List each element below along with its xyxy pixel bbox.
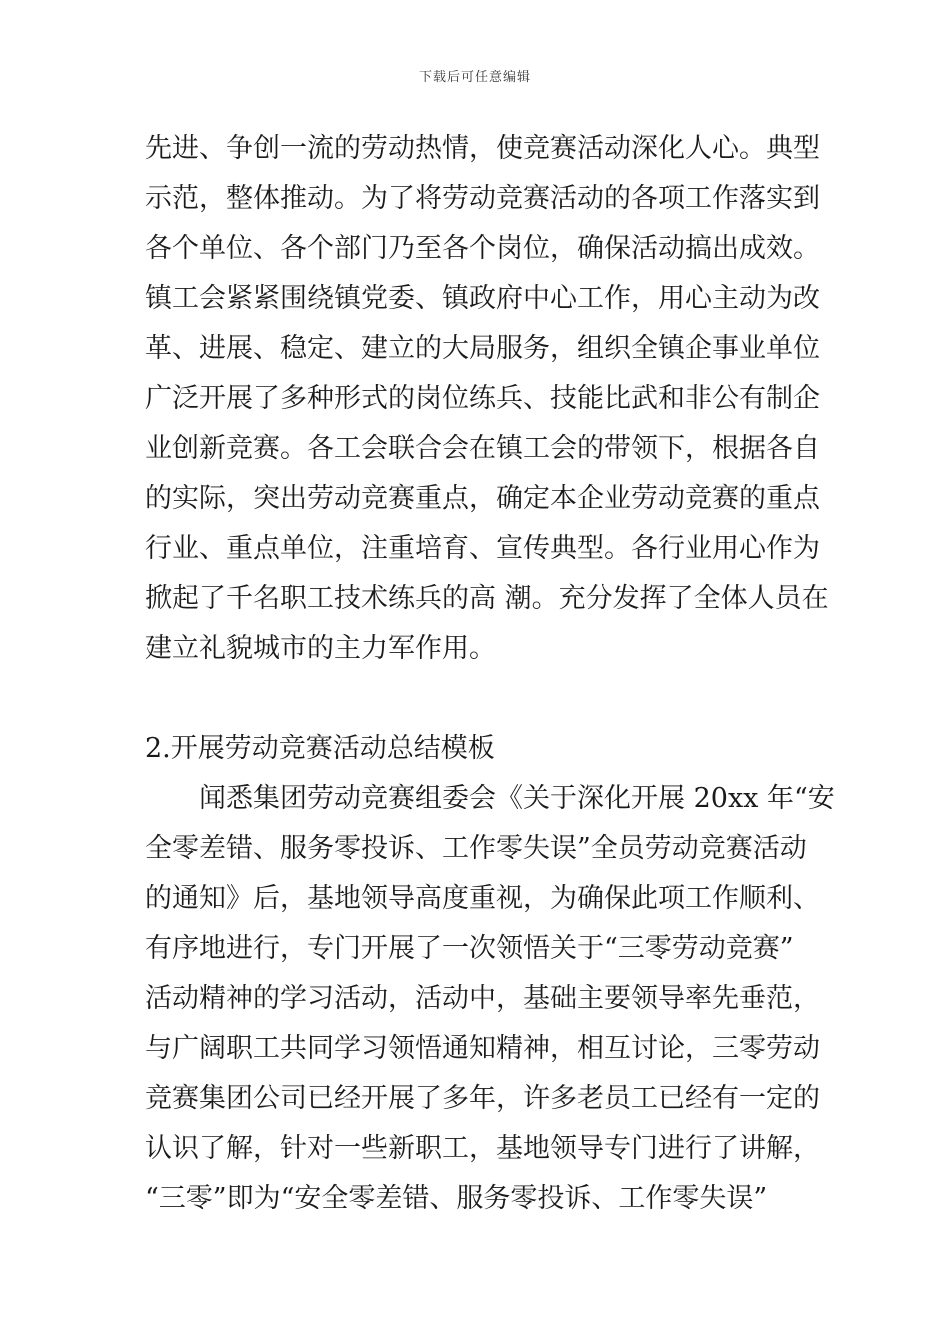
paragraph-line: 全零差错、服务零投诉、工作零失误”全员劳动竞赛活动 xyxy=(145,833,807,864)
paragraph-line: 闻悉集团劳动竞赛组委会《关于深化开展 20xx 年“安 xyxy=(199,783,835,814)
section-heading: 2.开展劳动竞赛活动总结模板 xyxy=(145,733,495,764)
paragraph-line: 竞赛集团公司已经开展了多年，许多老员工已经有一定的 xyxy=(145,1083,820,1114)
paragraph-line: 掀起了千名职工技术练兵的高 潮。充分发挥了全体人员在 xyxy=(145,583,829,614)
paragraph-line: 业创新竞赛。各工会联合会在镇工会的带领下，根据各自 xyxy=(145,433,820,464)
paragraph-line: 镇工会紧紧围绕镇党委、镇政府中心工作，用心主动为改 xyxy=(145,283,820,314)
paragraph-line: 有序地进行，专门开展了一次领悟关于“三零劳动竞赛” xyxy=(145,933,794,964)
paragraph-line: 示范，整体推动。为了将劳动竞赛活动的各项工作落实到 xyxy=(145,183,820,214)
paragraph-line: 与广阔职工共同学习领悟通知精神，相互讨论，三零劳动 xyxy=(145,1033,820,1064)
paragraph-line: 广泛开展了多种形式的岗位练兵、技能比武和非公有制企 xyxy=(145,383,820,414)
paragraph-line: 的实际，突出劳动竞赛重点，确定本企业劳动竞赛的重点 xyxy=(145,483,820,514)
page-header: 下载后可任意编辑 xyxy=(418,70,531,85)
paragraph-line: 各个单位、各个部门乃至各个岗位，确保活动搞出成效。 xyxy=(145,233,820,264)
paragraph-line: 建立礼貌城市的主力军作用。 xyxy=(145,633,496,664)
paragraph-line: 认识了解，针对一些新职工，基地领导专门进行了讲解， xyxy=(145,1133,820,1164)
paragraph-line: “三零”即为“安全零差错、服务零投诉、工作零失误” xyxy=(145,1183,768,1214)
paragraph-line: 活动精神的学习活动，活动中，基础主要领导率先垂范， xyxy=(145,983,820,1014)
paragraph-line: 先进、争创一流的劳动热情，使竞赛活动深化人心。典型 xyxy=(145,133,820,164)
paragraph-line: 的通知》后，基地领导高度重视，为确保此项工作顺利、 xyxy=(145,883,820,914)
paragraph-line: 行业、重点单位，注重培育、宣传典型。各行业用心作为 xyxy=(145,533,820,564)
paragraph-line: 革、进展、稳定、建立的大局服务，组织全镇企事业单位 xyxy=(145,333,820,364)
